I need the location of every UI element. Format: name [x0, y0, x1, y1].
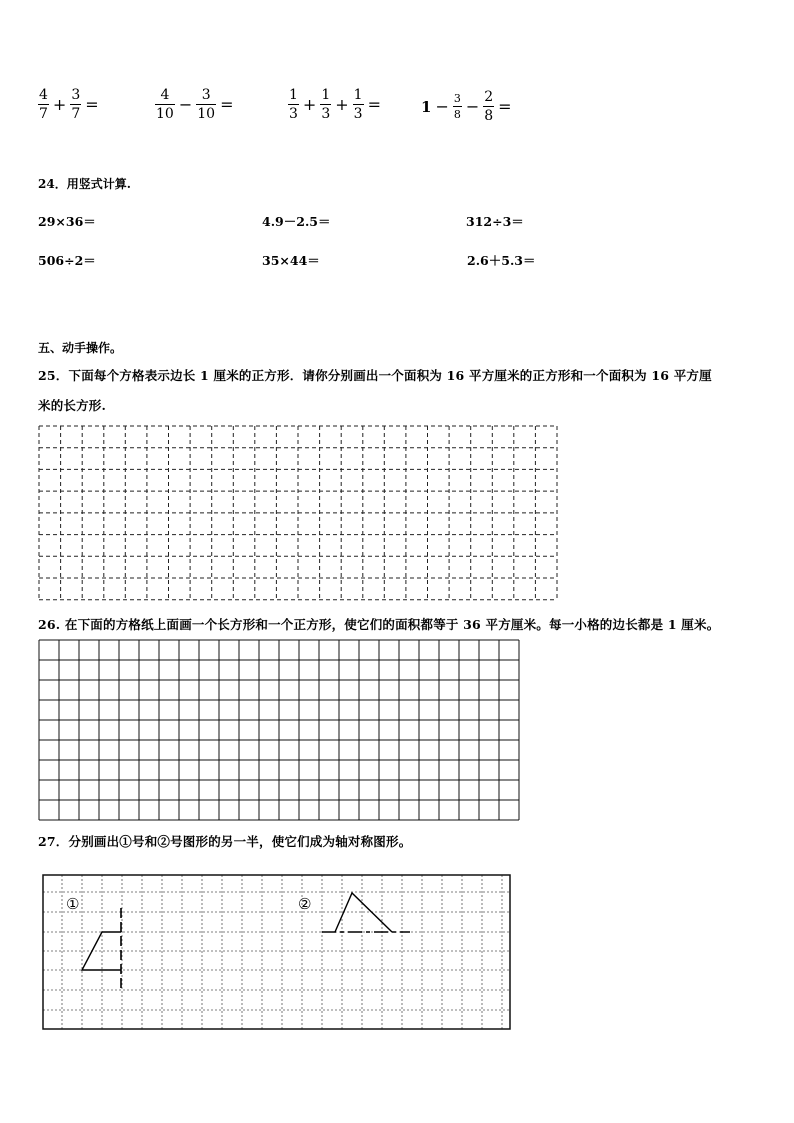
denominator: 8: [484, 108, 494, 124]
equals-sign: =: [367, 95, 381, 114]
equals-sign: =: [498, 97, 512, 116]
denominator: 10: [156, 106, 174, 122]
q25-text-line1: 25．下面每个方格表示边长 1 厘米的正方形．请你分别画出一个面积为 16 平方厘米的正方形和一个面积为 16 平方厘: [38, 368, 712, 383]
q24-item: 4.9－2.5＝: [262, 214, 331, 229]
equals-sign: =: [220, 95, 234, 114]
operator: −: [435, 97, 449, 116]
q26-text: 26. 在下面的方格纸上面画一个长方形和一个正方形，使它们的面积都等于 36 平方厘米。每一小格的边长都是 1 厘米。: [38, 617, 720, 632]
denominator: 3: [321, 106, 331, 122]
operator: +: [52, 95, 67, 114]
q24-item: 29×36＝: [38, 214, 96, 229]
denominator: 7: [39, 106, 48, 122]
numerator: 1: [353, 87, 363, 103]
q24-item: 35×44＝: [262, 253, 320, 268]
denominator: 10: [197, 106, 216, 122]
operator: +: [302, 95, 317, 114]
numerator: 2: [484, 89, 494, 105]
numerator: 1: [289, 87, 298, 103]
equals-sign: =: [85, 95, 99, 114]
figure-2-label: ②: [298, 895, 312, 913]
q27-text: 27．分别画出①号和②号图形的另一半，使它们成为轴对称图形。: [38, 834, 412, 849]
section-title: 五、动手操作。: [38, 341, 123, 355]
q24-title: 24．用竖式计算.: [38, 177, 131, 191]
denominator: 7: [71, 106, 81, 122]
numerator: 3: [71, 87, 81, 103]
figure-2-shape: [322, 893, 410, 932]
numerator: 3: [453, 92, 461, 105]
operator: −: [465, 97, 480, 116]
operator: +: [335, 95, 349, 114]
denominator: 3: [289, 106, 298, 122]
whole-number: 1: [421, 97, 432, 116]
q24-item: 2.6＋5.3＝: [467, 253, 536, 268]
q24-item: 506÷2＝: [38, 253, 96, 268]
numerator: 1: [321, 87, 331, 103]
figure-frame: [43, 875, 510, 1029]
q25-text-line2: 米的长方形.: [38, 398, 107, 413]
operator: −: [178, 95, 193, 114]
numerator: 4: [39, 87, 48, 103]
figure-1-shape: [82, 908, 121, 992]
numerator: 4: [160, 87, 170, 103]
figure-1-label: ①: [66, 895, 80, 913]
denominator: 3: [353, 106, 363, 122]
denominator: 8: [453, 108, 461, 121]
numerator: 3: [201, 87, 211, 103]
q24-item: 312÷3＝: [466, 214, 524, 229]
